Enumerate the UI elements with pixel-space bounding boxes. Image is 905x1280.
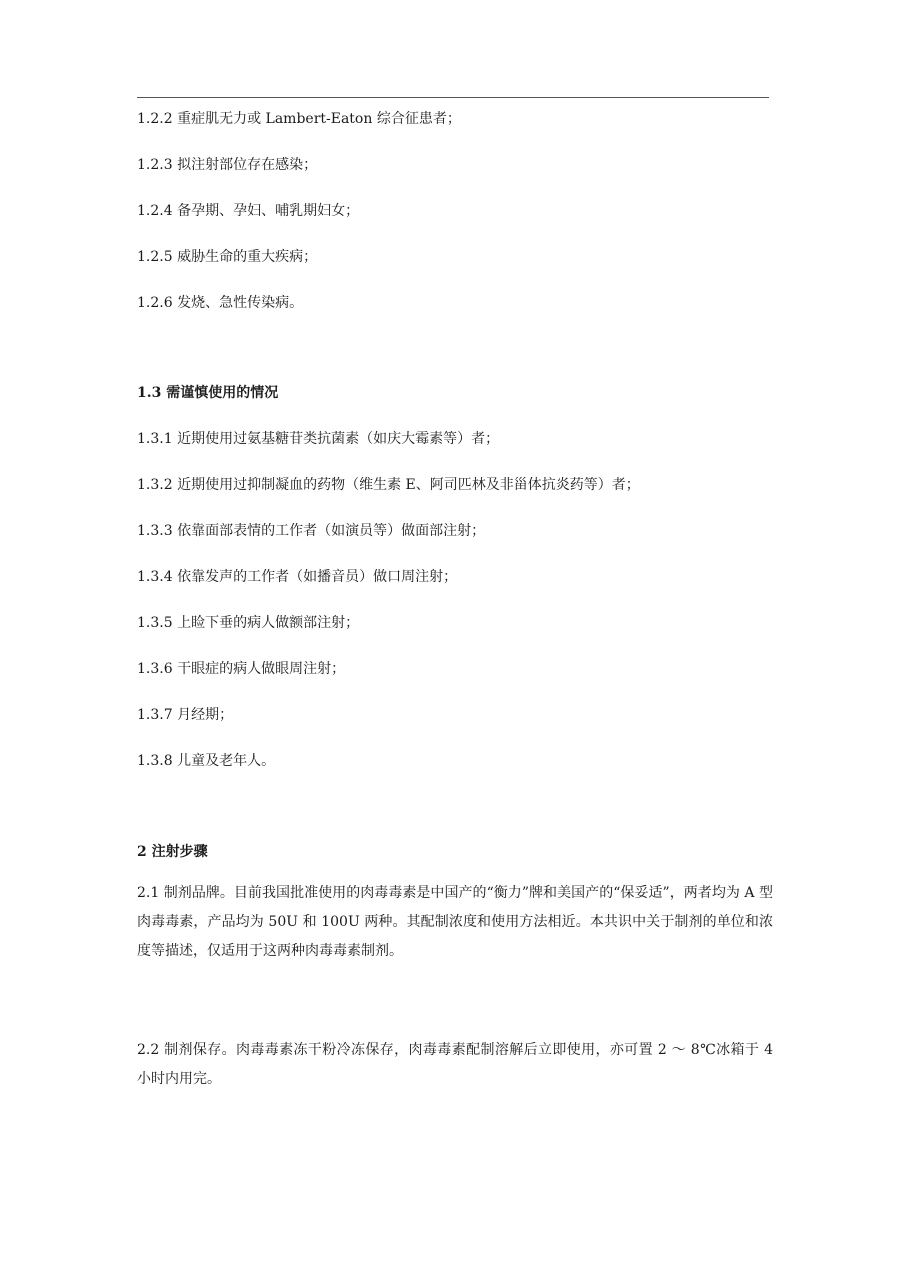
list-item: 1.2.4 备孕期、孕妇、哺乳期妇女；: [137, 203, 360, 219]
section-heading: 2 注射步骤: [137, 844, 208, 860]
list-item: 1.3.2 近期使用过抑制凝血的药物（维生素 E、阿司匹林及非甾体抗炎药等）者；: [137, 477, 640, 493]
list-item: 1.2.3 拟注射部位存在感染；: [137, 157, 318, 173]
list-item: 1.3.3 依靠面部表情的工作者（如演员等）做面部注射；: [137, 523, 486, 539]
list-item: 1.2.2 重症肌无力或 Lambert-Eaton 综合征患者；: [137, 111, 461, 127]
list-item: 1.2.5 威胁生命的重大疾病；: [137, 249, 318, 265]
list-item: 1.3.8 儿童及老年人。: [137, 753, 276, 769]
paragraph: 2.2 制剂保存。肉毒毒素冻干粉冷冻保存，肉毒毒素配制溶解后立即使用，亦可置 2 ～ 8℃冰箱于 4 小时内用完。: [137, 1042, 773, 1087]
list-item: 1.3.1 近期使用过氨基糖苷类抗菌素（如庆大霉素等）者；: [137, 431, 500, 447]
list-item: 1.3.4 依靠发声的工作者（如播音员）做口周注射；: [137, 569, 458, 585]
list-item: 1.3.5 上睑下垂的病人做额部注射；: [137, 615, 360, 631]
paragraph: 2.1 制剂品牌。目前我国批准使用的肉毒毒素是中国产的“衡力”牌和美国产的“保妥适”，两者均为 A 型肉毒毒素，产品均为 50U 和 100U 两种。其配制浓度和使用方法相近。本共识中关于制剂的单位和浓度等描述，仅适用于这两种肉毒毒素制剂。: [137, 885, 773, 959]
section-heading: 1.3 需谨慎使用的情况: [137, 385, 279, 401]
list-item: 1.2.6 发烧、急性传染病。: [137, 295, 304, 311]
list-item: 1.3.7 月经期；: [137, 707, 234, 723]
header-rule: [137, 97, 769, 98]
list-item: 1.3.6 干眼症的病人做眼周注射；: [137, 661, 346, 677]
